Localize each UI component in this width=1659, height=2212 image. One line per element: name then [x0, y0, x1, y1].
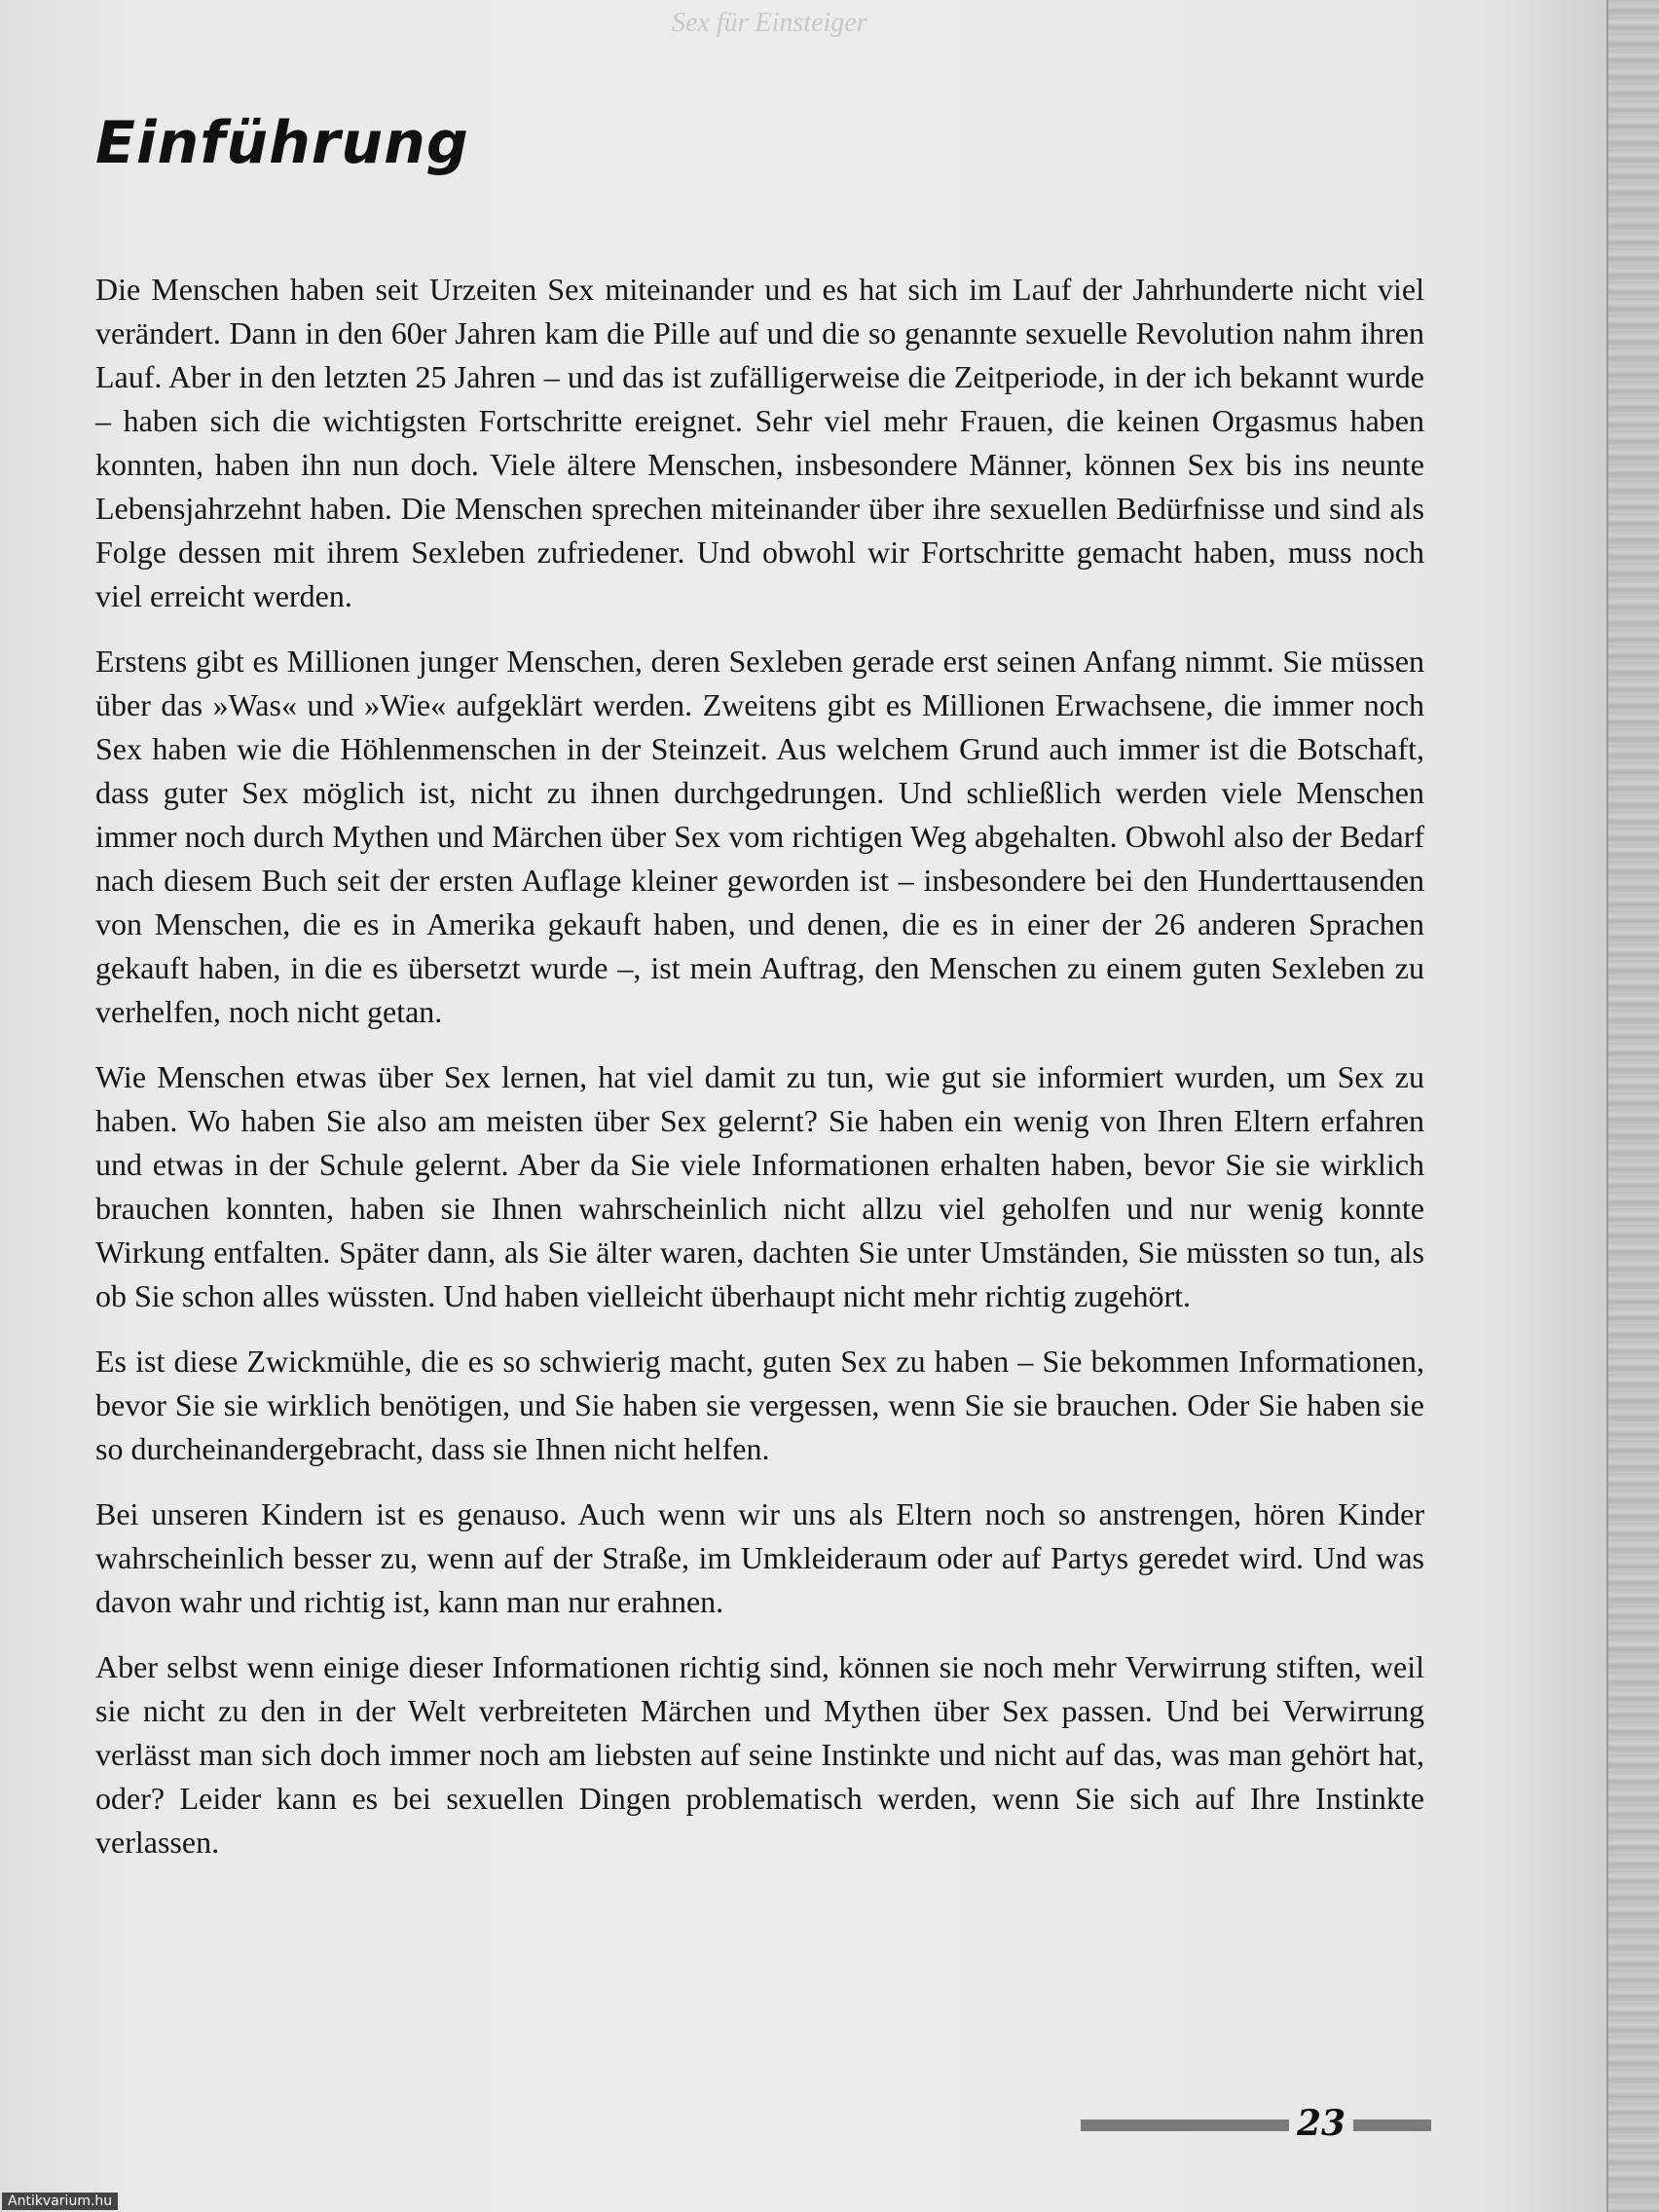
paragraph: Aber selbst wenn einige dieser Informationen richtig sind, können sie noch mehr Verwirrung stiften, weil sie nicht zu den in der Welt verbreiteten Märchen und Mythen über Sex passen. Und bei Verwirrung verlässt man sich doch immer noch am liebsten auf seine Instinkte und nicht auf das, was man gehört hat, oder? Leider kann es bei sexuellen Dingen problematisch werden, wenn Sie sich auf Ihre Instinkte verlassen.	[95, 1649, 1424, 1860]
page-number: 23	[1297, 2103, 1346, 2144]
footer-rule-left	[1081, 2120, 1289, 2131]
bleed-through-header: Sex für Einsteiger	[672, 8, 867, 38]
paragraph: Es ist diese Zwickmühle, die es so schwierig macht, guten Sex zu haben – Sie bekommen Informationen, bevor Sie sie wirklich benötigen, und Sie haben sie vergessen, wenn Sie sie brauchen. Oder Sie haben sie so durcheinandergebracht, dass sie Ihnen nicht helfen.	[95, 1344, 1424, 1466]
book-binding-edge	[1606, 0, 1659, 2212]
watermark: Antikvarium.hu	[2, 2193, 118, 2210]
paragraph: Wie Menschen etwas über Sex lernen, hat viel damit zu tun, wie gut sie informiert wurden, um Sex zu haben. Wo haben Sie also am meisten über Sex gelernt? Sie haben ein wenig von Ihren Eltern erfahren und etwas in der Schule gelernt. Aber da Sie viele Informationen erhalten haben, bevor Sie sie wirklich brauchen konnten, haben sie Ihnen wahrscheinlich nicht allzu viel geholfen und nur wenig konnte Wirkung entfalten. Später dann, als Sie älter waren, dachten Sie unter Umständen, Sie müssten so tun, als ob Sie schon alles wüssten. Und haben vielleicht überhaupt nicht mehr richtig zugehört.	[95, 1059, 1424, 1313]
chapter-title: Einführung	[95, 109, 469, 177]
page-footer	[1081, 2103, 1431, 2146]
paragraph: Bei unseren Kindern ist es genauso. Auch wenn wir uns als Eltern noch so anstrengen, hören Kinder wahrscheinlich besser zu, wenn auf der Straße, im Umkleideraum oder auf Partys geredet wird. Und was davon wahr und richtig ist, kann man nur erahnen.	[95, 1496, 1424, 1619]
body-text	[95, 268, 1424, 1886]
footer-rule-right	[1353, 2120, 1431, 2131]
paragraph: Erstens gibt es Millionen junger Menschen, deren Sexleben gerade erst seinen Anfang nimmt. Sie müssen über das »Was« und »Wie« aufgeklärt werden. Zweitens gibt es Millionen Erwachsene, die immer noch Sex haben wie die Höhlenmenschen in der Steinzeit. Aus welchem Grund auch immer ist die Botschaft, dass guter Sex möglich ist, nicht zu ihnen durchgedrungen. Und schließlich werden viele Menschen immer noch durch Mythen und Märchen über Sex vom richtigen Weg abgehalten. Obwohl also der Bedarf nach diesem Buch seit der ersten Auflage kleiner geworden ist – insbesondere bei den Hunderttausenden von Menschen, die es in Amerika gekauft haben, und denen, die es in einer der 26 anderen Sprachen gekauft haben, in die es übersetzt wurde –, ist mein Auftrag, den Menschen zu einem guten Sexleben zu verhelfen, noch nicht getan.	[95, 644, 1424, 1029]
paragraph: Die Menschen haben seit Urzeiten Sex miteinander und es hat sich im Lauf der Jahrhunderte nicht viel verändert. Dann in den 60er Jahren kam die Pille auf und die so genannte sexuelle Revolution nahm ihren Lauf. Aber in den letzten 25 Jahren – und das ist zufälligerweise die Zeitperiode, in der ich bekannt wurde – haben sich die wichtigsten Fortschritte ereignet. Sehr viel mehr Frauen, die keinen Orgasmus haben konnten, haben ihn nun doch. Viele ältere Menschen, insbesondere Männer, können Sex bis ins neunte Lebensjahrzehnt haben. Die Menschen sprechen miteinander über ihre sexuellen Bedürfnisse und sind als Folge dessen mit ihrem Sexleben zufriedener. Und obwohl wir Fortschritte gemacht haben, muss noch viel erreicht werden.	[95, 272, 1424, 613]
